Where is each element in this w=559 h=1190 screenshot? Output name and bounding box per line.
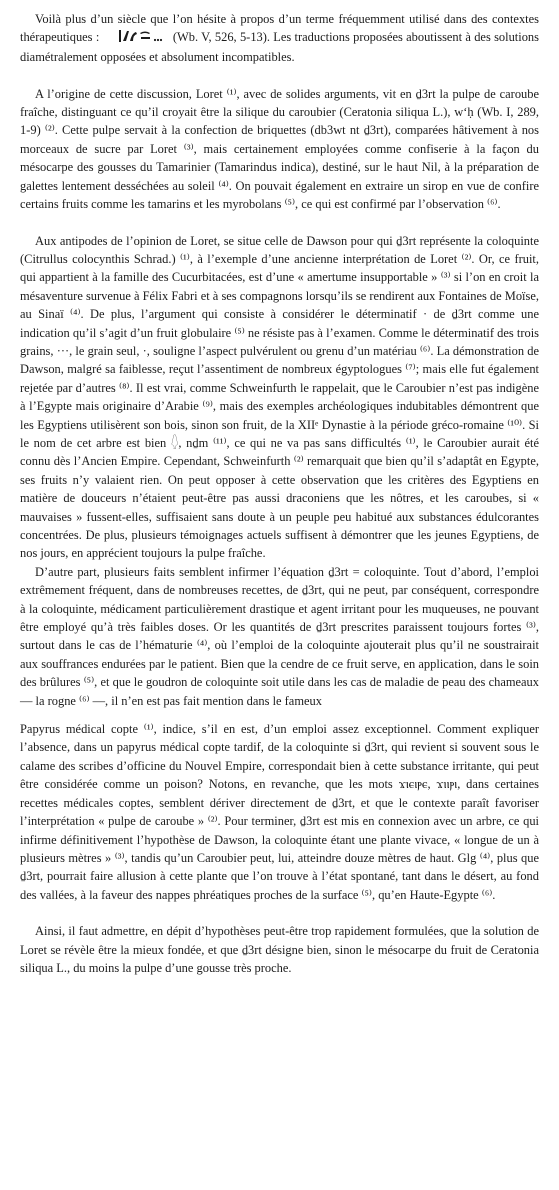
intro-text-before: Voilà plus d’un siècle que l’on hésite à propos d’un terme fréquemment utilisé dans des contextes thérapeutiques : [20, 12, 539, 45]
paragraph-coptic-papyrus: Papyrus médical copte ⁽¹⁾, indice, s’il en est, d’un emploi assez exceptionnel. Comment expliquer l’absence, dans un papyrus médical copte tardif, de la coloquinte si ḏ3rt, qui revient si souvent sous le calame des scribes d’officine du Nouvel Empire, correspondait bien à cette substance irritante, qui peut être considérée comme un poison? Notons, en revanche, que les mots ϫⲓⲉⲓⲣⲉ, ϫⲓⲓⲣⲓ, dans certaines recettes médicales coptes, semblent dériver directement de ḏ3rt, et que le contexte paraît favoriser l’interprétation « pulpe de caroube » ⁽²⁾. Pour terminer, ḏ3rt est mis en connexion avec un arbre, ce qui infirme définitivement l’hypothèse de Dawson, la coloquinte étant une plante vivace, « longue de un à plusieurs mètres » ⁽³⁾, tandis qu’un Caroubier peut, lui, atteindre douze mètres de haut. Glg ⁽⁴⁾, plus que ḏ3rt, pourrait faire allusion à cette plante que l’on trouve à l’état spontané, tant dans le désert, au fond des vallées, à la faveur des nappes phréatiques proches de la surface ⁽⁵⁾, qu’en Haute-Egypte ⁽⁶⁾. [20, 722, 539, 902]
paragraph-loret: A l’origine de cette discussion, Loret ⁽¹⁾, avec de solides arguments, vit en ḏ3rt la pulpe de caroube fraîche, distinguant ce qu’il croyait être la silique du caroubier (Ceratonia siliqua L.), w‘ḥ (Wb. I, 289, 1-9) ⁽²⁾. Cette pulpe servait à la confection de briquettes (db3wt nt ḏ3rt), comparées hâtivement à nos morceaux de sucre par Loret ⁽³⁾, mais certainement employées comme confiserie à la façon du mésocarpe des gousses du Tamarinier (Tamarindus indica), destiné, sur le haut Nil, à la préparation de galettes lentement desséchées au soleil ⁽⁴⁾. On pouvait également en extraire un sirop en vue de confire certains fruits comme les tamarins et les myrobolans ⁽⁵⁾, ce qui est confirmé par l’observation ⁽⁶⁾. [20, 86, 539, 212]
intro-text-after: (Wb. V, 526, 5-13). Les traductions proposées aboutissent à des solutions diamétralement opposées et absolument incompatibles. [20, 30, 539, 65]
paragraph-conclusion: Ainsi, il faut admettre, en dépit d’hypothèses peut-être trop rapidement formulées, que la solution de Loret se révèle être la mieux fondée, et que ḏ3rt désigne bien, sinon le mésocarpe du fruit de Ceratonia siliqua L., du moins la pulpe d’une gousse très proche. [20, 924, 539, 975]
paragraph-objections: D’autre part, plusieurs faits semblent infirmer l’équation ḏ3rt = coloquinte. Tout d’abord, l’emploi extrêmement fréquent, dans de nombreuses recettes, de ḏ3rt, qui ne peut, par conséquent, correspondre à la coloquinte, médicament particulièrement drastique et agent irritant pour les muqueuses, ne pouvant être employé qu’à très faibles doses. Or les quantités de ḏ3rt prescrites paraissent toujours fortes ⁽³⁾, surtout dans le cas de l’hématurie ⁽⁴⁾, où l’emploi de la coloquinte ajouterait plus qu’il ne soustrairait aux souffrances endurées par le patient. Bien que la cendre de ce fruit serve, en application, dans le soin des brûlures ⁽⁵⁾, et que le goudron de coloquinte soit utile dans les cas de maladie de peau des chameaux — la rogne ⁽⁶⁾ —, il n’en est pas fait mention dans le fameux [20, 564, 539, 708]
paragraph-intro [20, 10, 539, 67]
hieroglyph-dart-icon [103, 29, 170, 48]
paragraph-dawson: Aux antipodes de l’opinion de Loret, se situe celle de Dawson pour qui ḏ3rt représente la coloquinte (Citrullus colocynthis Schrad.) ⁽¹⁾, à l’exemple d’une ancienne interprétation de Loret ⁽²⁾. Or, ce fruit, qui appartient à la famille des Cucurbitacées, est d’une « amertume insupportable » ⁽³⁾ si l’on en croit la mésaventure survenue à Félix Fabri et à ses compagnons lorsqu’ils se rendirent aux Fontaines de Moïse, au Sinaï ⁽⁴⁾. De plus, l’argument qui consiste à considérer le déterminatif · de ḏ3rt comme une indication qu’il s’agit d’un fruit globulaire ⁽⁵⁾ ne résiste pas à l’examen. Comme le déterminatif des trois grains, ···, le grain seul, ·, souligne l’aspect pulvérulent ou grenu d’un matériau ⁽⁶⁾. La démonstration de Dawson, malgré sa faiblesse, reçut l’assentiment de nombreux égyptologues ⁽⁷⁾; mais elle fut également rejetée par d’autres ⁽⁸⁾. Il est vrai, comme Schweinfurth le rappelait, que le Caroubier n’est pas indigène à l’Egypte mais originaire d’Arabie ⁽⁹⁾, mais des exemples archéologiques indubitables démontrent que les Egyptiens utilisèrent son bois, sinon son fruit, de la XIIᵉ Dynastie à la période gréco-romaine ⁽¹⁰⁾. Si le nom de cet arbre est bien 𓆭, nḏm ⁽¹¹⁾, ce qui ne va pas sans difficultés ⁽¹⁾, le Caroubier aurait été connu dès l’Ancien Empire. Cependant, Schweinfurth ⁽²⁾ remarquait que bien qu’il s’adaptât en Egypte, ses fruits n’y valaient rien. On peut opposer à cette observation que les critères des Egyptiens en matière de douceurs n’étaient peut-être pas aussi draconiens que les nôtres, et les caroubes, si « mauvaises » fussent-elles, suffisaient sans doute à un peuple peu habitué aux substances édulcorantes concentrées. De plus, plusieurs témoignages actuels suffisent à démontrer que les jeunes Egyptiens, de nos jours, en apprécient toujours la pulpe fraîche. [20, 233, 539, 561]
